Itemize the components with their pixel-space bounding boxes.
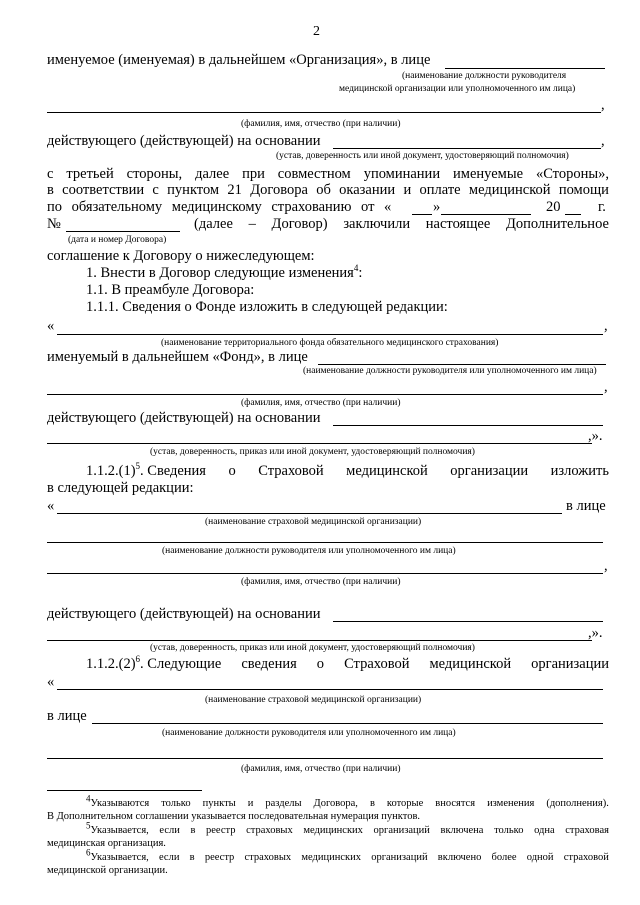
org-head-position-blank[interactable]: [445, 68, 605, 69]
item-1-1-2-1-cont: в следующей редакции:: [47, 480, 194, 496]
caption-fund-name: (наименование территориального фонда обязательного медицинского страхования): [161, 338, 499, 348]
preamble-line-5: соглашение к Договору о нижеследующем:: [47, 248, 315, 264]
contract-year-prefix: 20: [546, 199, 561, 215]
contract-number-blank[interactable]: [66, 231, 180, 232]
smo-head-position-blank[interactable]: [47, 542, 603, 543]
org-basis-blank[interactable]: [333, 148, 601, 149]
caption-fio-4: (фамилия, имя, отчество (при наличии): [241, 764, 401, 774]
footnote-separator: [47, 790, 202, 791]
caption-smo2-head: (наименование должности руководителя или уполномоченного им лица): [162, 728, 456, 738]
smo-basis-blank-2[interactable]: [47, 640, 592, 641]
closing-quote: ,».: [588, 428, 603, 444]
org-head-name-blank[interactable]: [47, 112, 601, 113]
smo-basis-line: действующего (действующей) на основании: [47, 606, 321, 622]
contract-month-blank[interactable]: [441, 214, 531, 215]
footnote-5-cont: медицинская организация.: [47, 838, 166, 849]
item-1-1-1: 1.1.1. Сведения о Фонде изложить в следующей редакции:: [86, 299, 448, 315]
item-1-1-2-1: $1.1.2.(1)^5$. Сведения о Страховой медицинской организации изложить: [86, 461, 609, 479]
caption-contract: (дата и номер Договора): [68, 235, 167, 245]
comma: ,: [601, 133, 605, 149]
item-1: 1. Внести в Договор следующие изменения$^4$:: [86, 263, 363, 281]
caption-smo-name: (наименование страховой медицинской организации): [205, 517, 422, 527]
caption-smo2-name: (наименование страховой медицинской организации): [205, 695, 422, 705]
footnote-6-cont: медицинской организации.: [47, 865, 168, 876]
quote-open: «: [47, 674, 55, 690]
caption-fund-head: (наименование должности руководителя или уполномоченного им лица): [303, 366, 597, 376]
quote-open: «: [47, 498, 55, 514]
smo-name-blank[interactable]: [57, 513, 562, 514]
item-1-1-2-2: $1.1.2.(2)^6$. Следующие сведения о Страховой медицинской организации: [86, 654, 609, 672]
contract-date-line: по обязательному медицинскому страхованию от «: [47, 199, 392, 215]
smo2-name-blank[interactable]: [57, 689, 603, 690]
comma: ,: [604, 318, 608, 334]
caption-basis-2: (устав, доверенность, приказ или иной документ, удостоверяющий полномочия): [150, 447, 475, 457]
preamble-line-1: с третьей стороны, далее при совместном упоминании именуемые «Стороны»,: [47, 166, 609, 182]
caption-fio-2: (фамилия, имя, отчество (при наличии): [241, 398, 401, 408]
fund-intro-line: именуемый в дальнейшем «Фонд», в лице: [47, 349, 308, 365]
fund-basis-line: действующего (действующей) на основании: [47, 410, 321, 426]
org-basis-line: действующего (действующей) на основании: [47, 133, 321, 149]
caption-basis-3: (устав, доверенность, приказ или иной документ, удостоверяющий полномочия): [150, 643, 475, 653]
contract-year-blank[interactable]: [565, 214, 581, 215]
page-number: 2: [313, 24, 320, 39]
comma: ,: [604, 558, 608, 574]
fund-head-position-blank[interactable]: [318, 364, 606, 365]
smo2-v-lice: в лице: [47, 708, 87, 724]
quote-open: «: [47, 318, 55, 334]
fund-name-blank[interactable]: [57, 334, 603, 335]
year-suffix: г.: [598, 199, 606, 215]
preamble-line-4: (далее – Договор) заключили настоящее Дополнительное: [194, 216, 609, 232]
org-intro-line: именуемое (именуемая) в дальнейшем «Организация», в лице: [47, 52, 431, 68]
caption-smo-head: (наименование должности руководителя или уполномоченного им лица): [162, 546, 456, 556]
fund-basis-blank-2[interactable]: [47, 443, 592, 444]
caption-head-position-2: медицинской организации или уполномоченного им лица): [339, 84, 576, 94]
closing-quote: ,».: [588, 625, 603, 641]
contract-day-blank[interactable]: [412, 214, 432, 215]
footnote-6: $^6$Указывается, если в реестр страховых медицинских организаций включено более одной страховой: [86, 847, 609, 863]
quote-close: »: [433, 199, 441, 215]
comma: ,: [601, 97, 605, 113]
caption-head-position-1: (наименование должности руководителя: [402, 71, 567, 81]
smo-basis-blank-1[interactable]: [333, 621, 603, 622]
item-1-1: 1.1. В преамбуле Договора:: [86, 282, 255, 298]
caption-fio-3: (фамилия, имя, отчество (при наличии): [241, 577, 401, 587]
fund-head-name-blank[interactable]: [47, 394, 603, 395]
contract-number-sign: №: [47, 216, 61, 232]
smo-head-name-blank[interactable]: [47, 573, 603, 574]
v-lice-label: в лице: [566, 498, 606, 514]
preamble-line-2: в соответствии с пунктом 21 Договора об оказании и оплате медицинской помощи: [47, 182, 609, 198]
caption-basis-1: (устав, доверенность или иной документ, удостоверяющий полномочия): [276, 151, 569, 161]
smo2-head-position-blank[interactable]: [92, 723, 603, 724]
caption-fio-1: (фамилия, имя, отчество (при наличии): [241, 119, 401, 129]
fund-basis-blank-1[interactable]: [333, 425, 603, 426]
footnote-4-cont: В Дополнительном соглашении указывается последовательная нумерация пунктов.: [47, 811, 421, 822]
smo2-head-name-blank[interactable]: [47, 758, 603, 759]
footnote-5: $^5$Указывается, если в реестр страховых медицинских организаций включена только одна страховая: [86, 820, 609, 836]
comma: ,: [604, 379, 608, 395]
footnote-4: $^4$Указываются только пункты и разделы Договора, в которые вносятся изменения (дополнения).: [86, 793, 609, 809]
